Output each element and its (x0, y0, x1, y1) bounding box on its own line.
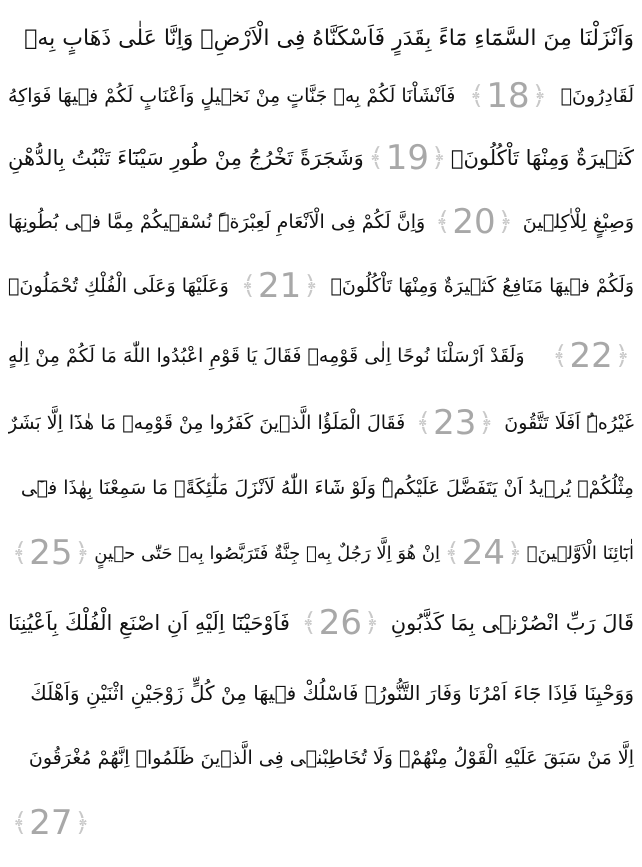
ayah-number-marker (241, 266, 319, 306)
ayah-number-marker (12, 803, 90, 843)
ornate-bracket-right: ﴿ (531, 81, 547, 111)
ayah-number-marker (435, 202, 513, 242)
verse-text: مِثْلُكُمْۙ يُرٖيدُ اَنْ يَتَفَضَّلَ عَلَيْكُمْۜ وَلَوْ شَٓاءَ اللّٰهُ لَاَنْزَلَ مَلٰٓئِكَةًۚ مَا سَمِعْنَا بِهٰذَا فٖٓى (20, 477, 634, 499)
ayah-number: 20 (452, 202, 496, 242)
ayah-number-marker (416, 403, 494, 443)
ayah-number: 27 (29, 803, 73, 843)
ornate-bracket-left: ﴾ (469, 81, 485, 111)
ayah-number: 23 (433, 403, 477, 443)
verse-text: اِنْ هُوَ اِلَّا رَجُلٌ بِهٖ جِنَّةٌ فَتَرَبَّصُوا بِهٖ حَتّٰى حٖينٍ (94, 542, 441, 564)
verse-text: لَقَادِرُونَۚ (560, 85, 634, 107)
ornate-bracket-right: ﴿ (507, 538, 523, 568)
verse-text: وَاِنَّ لَكُمْ فِى الْاَنْعَامِ لَعِبْرَةًۜ نُسْقٖيكُمْ مِمَّا فٖى بُطُونِهَا (8, 211, 426, 233)
verse-line (8, 455, 634, 521)
ornate-bracket-right: ﴿ (478, 408, 494, 438)
verse-line (8, 660, 634, 726)
verse-line (8, 323, 634, 389)
verse-text: اٰبَٓائِنَا الْاَوَّلٖينَۚ (526, 542, 634, 564)
verse-line (8, 520, 634, 586)
verse-text: وَوَحْيِنَا فَاِذَا جَٓاءَ اَمْرُنَا وَفَارَ التَّنُّورُۙ فَاسْلُكْ فٖيهَا مِنْ كُلٍّ زَوْجَيْنِ اثْنَيْنِ وَاَهْلَكَ (30, 681, 634, 705)
ornate-bracket-left: ﴾ (552, 341, 568, 371)
verse-line (8, 390, 634, 456)
ornate-bracket-right: ﴿ (74, 808, 90, 838)
ornate-bracket-left: ﴾ (415, 408, 432, 438)
ayah-number-marker (301, 603, 379, 643)
verse-line (8, 125, 634, 191)
ornate-bracket-right: ﴿ (431, 143, 447, 173)
ornate-bracket-left: ﴾ (240, 271, 257, 301)
verse-text: فَاَوْحَيْنَٓا اِلَيْهِ اَنِ اصْنَعِ الْفُلْكَ بِاَعْيُنِنَا (8, 611, 290, 635)
verse-text: فَقَالَ الْمَلَؤُا الَّذٖينَ كَفَرُوا مِنْ قَوْمِهٖ مَا هٰذَٓا اِلَّا بَشَرٌ (8, 412, 406, 434)
verse-text: فَاَنْشَاْنَا لَكُمْ بِهٖ جَنَّاتٍ مِنْ نَخٖيلٍ وَاَعْنَابٍ لَكُمْ فٖيهَا فَوَاكِهُ (8, 85, 456, 107)
ornate-bracket-left: ﴾ (368, 143, 384, 173)
verse-line (8, 253, 634, 319)
ornate-bracket-right: ﴿ (497, 207, 513, 237)
ornate-bracket-left: ﴾ (301, 608, 317, 638)
verse-text: وَشَجَرَةً تَخْرُجُ مِنْ طُورِ سَيْنَٓاءَ تَنْبُتُ بِالدُّهْنِ (8, 146, 364, 170)
verse-text: وَعَلَيْهَا وَعَلَى الْفُلْكِ تُحْمَلُونَۚ (8, 275, 229, 297)
ornate-bracket-right: ﴿ (363, 608, 380, 638)
ayah-number: 22 (569, 336, 613, 376)
verse-text: وَلَقَدْ اَرْسَلْنَا نُوحًا اِلٰى قَوْمِهٖ فَقَالَ يَا قَوْمِ اعْبُدُوا اللّٰهَ مَا لَكُمْ مِنْ اِلٰهٍ (8, 345, 525, 367)
ornate-bracket-right: ﴿ (614, 341, 630, 371)
ornate-bracket-right: ﴿ (303, 271, 319, 301)
ayah-number: 25 (29, 533, 73, 573)
ayah-number-marker (445, 533, 523, 573)
verse-line (8, 725, 634, 791)
ayah-number-marker (469, 76, 547, 116)
verse-text: قَالَ رَبِّ انْصُرْنٖى بِمَا كَذَّبُونِ (390, 611, 634, 635)
ornate-bracket-left: ﴾ (12, 808, 28, 838)
verse-line (8, 590, 634, 656)
verse-text: غَيْرُهُۜ اَفَلَا تَتَّقُونَ (504, 412, 634, 434)
ornate-bracket-left: ﴾ (12, 538, 28, 568)
ayah-number: 18 (486, 76, 530, 116)
ayah-number-marker (369, 138, 447, 178)
verse-text: وَاَنْزَلْنَا مِنَ السَّمَٓاءِ مَٓاءً بِقَدَرٍ فَاَسْكَنَّاهُ فِى الْاَرْضِۗ وَاِنَّا عَلٰى ذَهَابٍ بِهٖ (24, 25, 634, 51)
verse-text: وَصِبْغٍ لِلْاٰكِلٖينَ (522, 211, 634, 233)
verse-text: اِلَّا مَنْ سَبَقَ عَلَيْهِ الْقَوْلُ مِنْهُمْۚ وَلَا تُخَاطِبْنٖى فِى الَّذٖينَ ظَلَمُواۚ اِنَّهُمْ مُغْرَقُونَ (28, 747, 634, 769)
verse-text: كَثٖيرَةٌ وَمِنْهَا تَاْكُلُونَۙ (450, 146, 634, 170)
verse-line (8, 790, 634, 856)
verse-line (8, 189, 634, 255)
ornate-bracket-left: ﴾ (435, 207, 451, 237)
ayah-number: 26 (318, 603, 362, 643)
ayah-number: 19 (385, 138, 429, 178)
ayah-number: 21 (258, 266, 302, 306)
verse-line (8, 63, 634, 129)
ornate-bracket-right: ﴿ (74, 538, 90, 568)
ornate-bracket-left: ﴾ (444, 538, 460, 568)
ayah-number: 24 (461, 533, 505, 573)
verse-text: وَلَكُمْ فٖيهَا مَنَافِعُ كَثٖيرَةٌ وَمِنْهَا تَاْكُلُونَۙ (330, 275, 634, 297)
ayah-number-marker (552, 336, 630, 376)
verse-line (8, 5, 634, 71)
ayah-number-marker (12, 533, 90, 573)
